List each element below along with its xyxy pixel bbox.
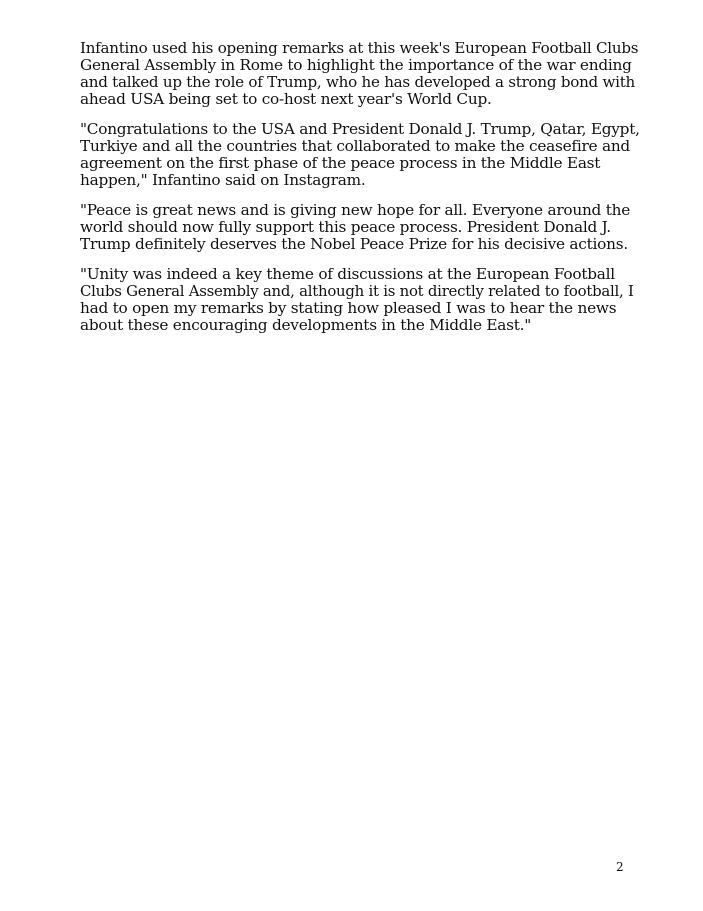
paragraph-4-line-4: about these encouraging developments in the Middle East." xyxy=(80,316,532,334)
paragraph-4-line-2: Clubs General Assembly and, although it is not directly related to football, I xyxy=(80,282,634,300)
paragraph-1 xyxy=(80,40,640,108)
paragraph-3-line-1: "Peace is great news and is giving new hope for all. Everyone around the xyxy=(80,201,631,219)
paragraph-2-line-3: agreement on the first phase of the peace process in the Middle East xyxy=(80,154,601,172)
paragraph-3-line-3: Trump definitely deserves the Nobel Peace Prize for his decisive actions. xyxy=(80,235,628,253)
paragraph-3 xyxy=(80,202,640,253)
paragraph-2-line-1: "Congratulations to the USA and President Donald J. Trump, Qatar, Egypt, xyxy=(80,120,640,138)
paragraph-3-line-2: world should now fully support this peace process. President Donald J. xyxy=(80,218,611,236)
paragraph-1-line-1: Infantino used his opening remarks at this week's European Football Clubs xyxy=(80,39,639,57)
paragraph-2-line-2: Turkiye and all the countries that collaborated to make the ceasefire and xyxy=(80,137,630,155)
page-number: 2 xyxy=(616,860,624,874)
paragraph-4-line-3: had to open my remarks by stating how pleased I was to hear the news xyxy=(80,299,617,317)
paragraph-1-line-3: and talked up the role of Trump, who he has developed a strong bond with xyxy=(80,73,636,91)
paragraph-1-line-4: ahead USA being set to co-host next year's World Cup. xyxy=(80,90,492,108)
paragraph-1-line-2: General Assembly in Rome to highlight the importance of the war ending xyxy=(80,56,632,74)
paragraph-4 xyxy=(80,266,640,334)
article-body xyxy=(80,40,640,347)
paragraph-4-line-1: "Unity was indeed a key theme of discussions at the European Football xyxy=(80,265,615,283)
paragraph-2 xyxy=(80,121,640,189)
paragraph-2-line-4: happen," Infantino said on Instagram. xyxy=(80,171,366,189)
